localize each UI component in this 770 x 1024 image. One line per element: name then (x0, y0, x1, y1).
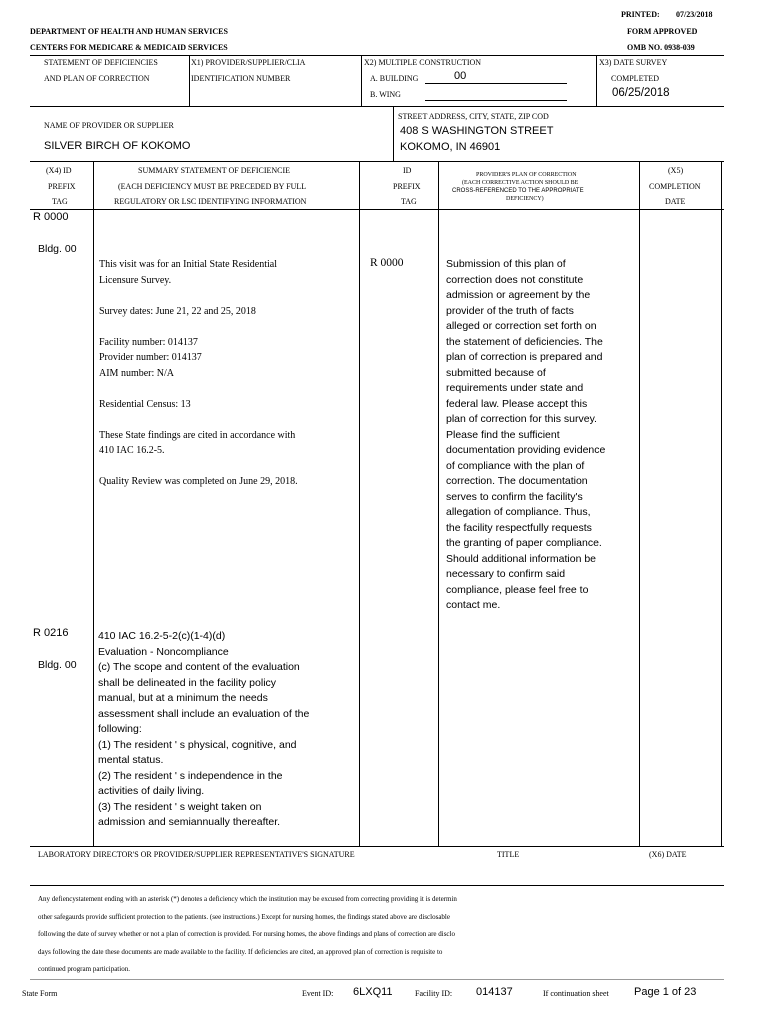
address-label: STREET ADDRESS, CITY, STATE, ZIP COD (398, 112, 549, 121)
text-line: Survey dates: June 21, 22 and 25, 2018 (99, 305, 256, 317)
x5-header-2: COMPLETION (649, 182, 701, 191)
printed-date: 07/23/2018 (676, 10, 713, 19)
text-line: documentation providing evidence (446, 444, 606, 456)
text-line: assessment shall include an evaluation of the (98, 707, 310, 720)
provider-name: SILVER BIRCH OF KOKOMO (44, 140, 191, 152)
x4-header-3: TAG (52, 197, 68, 206)
text-line: mental status. (98, 754, 164, 766)
signature-title: TITLE (497, 850, 520, 859)
text-line: Facility number: 014137 (99, 336, 198, 348)
footnote-line: days following the date these documents are made available to the facility. If deficiencies are cited, an approved plan of correction is requisite to (38, 947, 443, 956)
x4-header-1: (X4) ID (46, 166, 72, 175)
x1-label: X1) PROVIDER/SUPPLIER/CLIA (191, 58, 306, 67)
plan-header-1: PROVIDER'S PLAN OF CORRECTION (476, 172, 577, 178)
summary-header-1: SUMMARY STATEMENT OF DEFICIENCIE (138, 166, 291, 175)
signature-label: LABORATORY DIRECTOR'S OR PROVIDER/SUPPLIER REPRESENTATIVE'S SIGNATURE (38, 850, 355, 859)
text-line: (3) The resident ' s weight taken on (98, 800, 262, 813)
text-line: plan of correction for this survey. (446, 413, 597, 425)
provider-name-label: NAME OF PROVIDER OR SUPPLIER (44, 121, 174, 130)
plan-header-2: (EACH CORRECTIVE ACTION SHOULD BE (462, 180, 579, 186)
summary-header-2: (EACH DEFICIENCY MUST BE PRECEDED BY FULL (118, 182, 307, 191)
page-number: Page 1 of 23 (634, 986, 697, 998)
x2-label: X2) MULTIPLE CONSTRUCTION (364, 58, 482, 67)
plan-header-4: DEFICIENCY) (506, 196, 544, 202)
text-line: These State findings are cited in accordance with (99, 429, 296, 441)
text-line: admission and semiannually thereafter. (98, 816, 281, 828)
text-line: (c) The scope and content of the evaluation (98, 661, 300, 673)
id-header-1: ID (403, 166, 412, 175)
footnote-line: Any defiencystatement ending with an asterisk (*) denotes a deficiency which the institution may be excused from correcting providing it is determin (38, 895, 457, 903)
text-line: contact me. (446, 599, 501, 611)
text-line: Submission of this plan of (446, 258, 566, 270)
text-line: of compliance with the plan of (446, 459, 585, 472)
text-line: Residential Census: 13 (99, 398, 191, 410)
statement-label-1: STATEMENT OF DEFICIENCIES (44, 58, 158, 67)
text-line: (1) The resident ' s physical, cognitive, and (98, 738, 297, 751)
text-line: Quality Review was completed on June 29, 2018. (99, 476, 298, 487)
event-id-label: Event ID: (302, 989, 334, 998)
text-line: manual, but at a minimum the needs (98, 692, 268, 704)
event-id-value: 6LXQ11 (353, 986, 393, 998)
wing-label: B. WING (370, 90, 401, 99)
tag-r0216: R 0216 (33, 627, 69, 639)
text-line: shall be delineated in the facility policy (98, 676, 277, 689)
building-value: 00 (454, 70, 467, 82)
text-line (99, 319, 357, 335)
summary-1 (99, 257, 357, 490)
footnote (38, 891, 728, 979)
text-line: (2) The resident ' s independence in the (98, 769, 283, 782)
id-tag-r0000: R 0000 (370, 257, 404, 269)
cms-title: CENTERS FOR MEDICARE & MEDICAID SERVICES (30, 43, 228, 52)
plan-of-correction-1 (446, 257, 638, 614)
text-line: correction does not constitute (446, 273, 584, 286)
text-line: Provider number: 014137 (99, 352, 202, 363)
footnote-line: other safegaurds provide sufficient protection to the patients. (see instructions.) Except for nursing homes, the findings stated above are disclosable (38, 912, 450, 921)
text-line: Should additional information be (446, 552, 597, 565)
footnote-line: following the date of survey whether or not a plan of correction is provided. For nursing homes, the above findings and plans of correction are disclo (38, 930, 455, 938)
text-line (99, 288, 357, 304)
text-line: correction. The documentation (446, 475, 588, 487)
text-line: necessary to confirm said (446, 568, 566, 580)
text-line (99, 381, 357, 397)
facility-id-label: Facility ID: (415, 989, 453, 998)
x3-sublabel: COMPLETED (611, 74, 659, 83)
text-line: 410 IAC 16.2-5. (99, 445, 165, 456)
text-line: the facility respectfully requests (446, 521, 592, 534)
form-approved: FORM APPROVED (627, 27, 698, 36)
id-header-3: TAG (401, 197, 417, 206)
text-line: 410 IAC 16.2-5-2(c)(1-4)(d) (98, 630, 226, 642)
text-line: allegation of compliance. Thus, (446, 506, 591, 518)
x4-header-2: PREFIX (48, 182, 76, 191)
signature-date: (X6) DATE (649, 850, 687, 859)
address-line-2: KOKOMO, IN 46901 (400, 141, 501, 153)
id-header-2: PREFIX (393, 182, 421, 191)
x5-header-3: DATE (665, 197, 686, 206)
department-title: DEPARTMENT OF HEALTH AND HUMAN SERVICES (30, 27, 228, 36)
plan-header-3: CROSS-REFERENCED TO THE APPROPRIATE (452, 188, 584, 194)
omb-number: OMB NO. 0938-039 (627, 43, 695, 52)
text-line: submitted because of (446, 366, 546, 379)
text-line: activities of daily living. (98, 785, 205, 797)
printed-label: PRINTED: (621, 10, 660, 19)
state-form-label: State Form (22, 989, 58, 998)
address-line-1: 408 S WASHINGTON STREET (400, 125, 554, 137)
text-line: Please find the sufficient (446, 428, 560, 441)
text-line: plan of correction is prepared and (446, 351, 603, 363)
text-line: the statement of deficiencies. The (446, 335, 603, 348)
continuation-label: If continuation sheet (543, 989, 609, 998)
footnote-line: continued program participation. (38, 965, 130, 973)
text-line: Evaluation - Noncompliance (98, 645, 229, 658)
text-line: requirements under state and (446, 382, 584, 394)
bldg-2: Bldg. 00 (38, 659, 77, 671)
summary-header-3: REGULATORY OR LSC IDENTIFYING INFORMATION (114, 197, 307, 206)
text-line: serves to confirm the facility's (446, 490, 583, 503)
building-label: A. BUILDING (370, 74, 419, 83)
tag-r0000: R 0000 (33, 211, 69, 223)
text-line: compliance, please feel free to (446, 583, 589, 596)
text-line: AIM number: N/A (99, 367, 174, 379)
text-line: federal law. Please accept this (446, 397, 588, 410)
text-line: the granting of paper compliance. (446, 537, 602, 549)
text-line (99, 459, 357, 475)
summary-2 (98, 629, 356, 831)
facility-id-value: 014137 (476, 986, 513, 998)
text-line: alleged or correction set forth on (446, 320, 597, 332)
text-line: Licensure Survey. (99, 274, 172, 286)
text-line: provider of the truth of facts (446, 304, 574, 317)
x5-header-1: (X5) (668, 166, 684, 175)
bldg-1: Bldg. 00 (38, 243, 77, 255)
text-line: admission or agreement by the (446, 289, 591, 301)
text-line: This visit was for an Initial State Residential (99, 259, 278, 270)
x3-label: X3) DATE SURVEY (599, 58, 668, 67)
text-line (99, 412, 357, 428)
statement-label-2: AND PLAN OF CORRECTION (44, 74, 150, 83)
text-line: following: (98, 723, 142, 735)
x1-sublabel: IDENTIFICATION NUMBER (191, 74, 291, 83)
survey-completed-date: 06/25/2018 (612, 87, 670, 99)
